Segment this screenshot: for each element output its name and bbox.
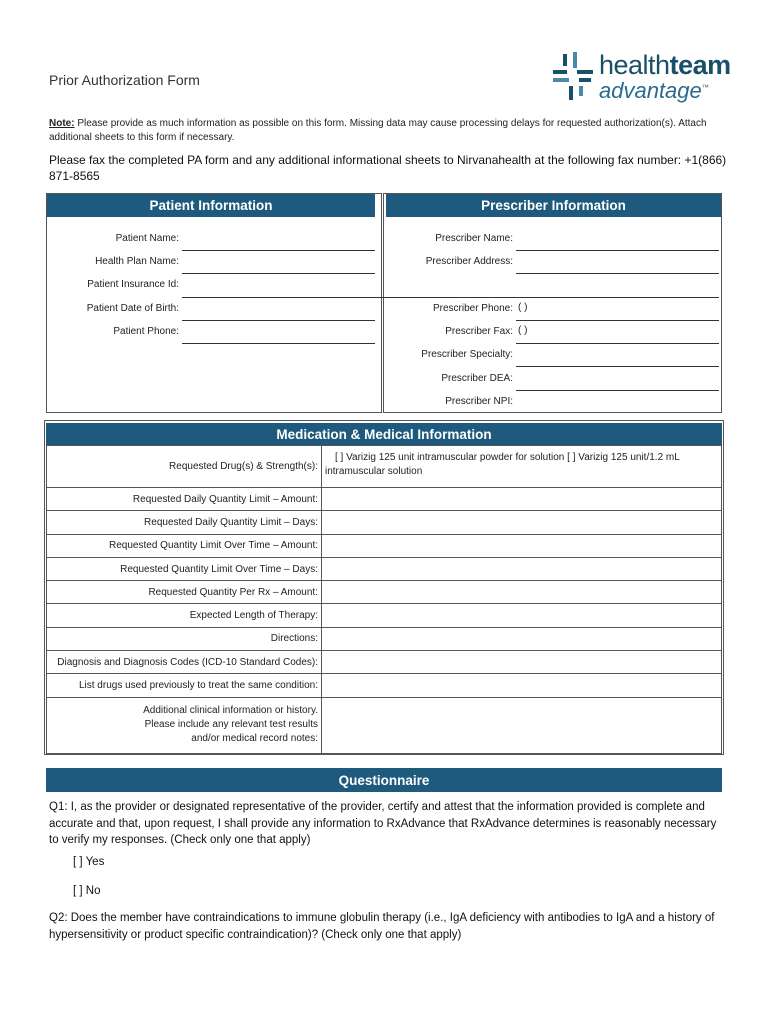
qty-per-rx-label: Requested Quantity Per Rx – Amount: xyxy=(47,581,322,604)
prescriber-specialty-label: Prescriber Specialty: xyxy=(421,349,513,360)
logo-trademark: ™ xyxy=(701,84,709,92)
patient-name-label: Patient Name: xyxy=(115,233,179,244)
drug-option-line-1: [ ] Varizig 125 unit intramuscular powder for solution [ ] Varizig 125 unit/1.2 mL xyxy=(335,452,680,463)
health-plan-name-field[interactable] xyxy=(182,273,375,274)
requested-drugs-field[interactable] xyxy=(322,446,722,488)
previous-drugs-label: List drugs used previously to treat the same condition: xyxy=(47,674,322,697)
prescriber-specialty-field[interactable] xyxy=(516,366,719,367)
note-label: Note: xyxy=(49,118,75,129)
prescriber-name-field[interactable] xyxy=(516,250,719,251)
qty-per-rx-field[interactable] xyxy=(322,581,722,604)
prescriber-information-heading: Prescriber Information xyxy=(386,194,721,217)
questionnaire-heading: Questionnaire xyxy=(46,768,722,792)
prescriber-dea-label: Prescriber DEA: xyxy=(441,373,513,384)
prescriber-npi-label: Prescriber NPI: xyxy=(445,396,513,407)
daily-qty-amount-field[interactable] xyxy=(322,488,722,511)
table-row xyxy=(47,488,722,511)
table-row xyxy=(47,446,722,488)
qty-over-time-amount-label: Requested Quantity Limit Over Time – Amount: xyxy=(47,534,322,557)
patient-dob-label: Patient Date of Birth: xyxy=(86,303,179,314)
fax-instruction: Please fax the completed PA form and any additional informational sheets to Nirvanahealth at the following fax number: +1(866) 871-8565 xyxy=(49,153,727,183)
prescriber-fax-field[interactable] xyxy=(516,343,719,344)
table-row xyxy=(47,511,722,534)
q1-no-option[interactable]: [ ] No xyxy=(73,885,101,897)
prescriber-phone-label: Prescriber Phone: xyxy=(432,303,513,314)
healthteam-advantage-logo xyxy=(551,50,731,106)
patient-information-heading: Patient Information xyxy=(47,194,375,217)
prescriber-address-label: Prescriber Address: xyxy=(425,256,513,267)
requested-drugs-label: Requested Drug(s) & Strength(s): xyxy=(47,446,322,488)
note-text: Please provide as much information as possible on this form. Missing data may cause processing delays for requested authorization(s). Attach additional sheets to this form if necessary. xyxy=(49,118,707,143)
patient-insurance-id-field[interactable] xyxy=(182,297,719,298)
diagnosis-codes-field[interactable] xyxy=(322,651,722,674)
daily-qty-amount-label: Requested Daily Quantity Limit – Amount: xyxy=(47,488,322,511)
table-row xyxy=(47,557,722,580)
clinical-info-field[interactable] xyxy=(322,697,722,753)
question-2: Q2: Does the member have contraindications to immune globulin therapy (i.e., IgA deficiency with antibodies to IgA and a history of hypersensitivity or product specific contraindication)? (Check only one that apply) xyxy=(49,912,715,941)
table-row xyxy=(47,534,722,557)
length-of-therapy-field[interactable] xyxy=(322,604,722,627)
prescriber-fax-parens: ( ) xyxy=(518,325,528,336)
directions-field[interactable] xyxy=(322,627,722,650)
question-1: Q1: I, as the provider or designated representative of the provider, certify and attest that the information provided is complete and accurate and that, upon request, I shall provide any information to RxAdvance that RxAdvance determines is reasonably necessary to verify my responses. (Check only one that apply) xyxy=(49,801,717,846)
length-of-therapy-label: Expected Length of Therapy: xyxy=(47,604,322,627)
qty-over-time-days-field[interactable] xyxy=(322,557,722,580)
clinical-info-line-1: Additional clinical information or history. xyxy=(143,705,318,717)
diagnosis-codes-label: Diagnosis and Diagnosis Codes (ICD-10 Standard Codes): xyxy=(47,651,322,674)
logo-brand-light: health xyxy=(599,50,670,80)
drug-option-line-2: intramuscular solution xyxy=(325,466,423,477)
qty-over-time-days-label: Requested Quantity Limit Over Time – Days: xyxy=(47,557,322,580)
clinical-info-label xyxy=(47,697,322,753)
q1-yes-option[interactable]: [ ] Yes xyxy=(73,856,105,868)
cross-logo-icon xyxy=(551,52,595,102)
table-row xyxy=(47,697,722,753)
previous-drugs-field[interactable] xyxy=(322,674,722,697)
daily-qty-days-field[interactable] xyxy=(322,511,722,534)
table-row xyxy=(47,581,722,604)
logo-brand-sub: advantage xyxy=(599,78,702,103)
table-row xyxy=(47,604,722,627)
prescriber-dea-field[interactable] xyxy=(516,390,719,391)
directions-label: Directions: xyxy=(47,627,322,650)
logo-brand-bold: team xyxy=(669,50,731,80)
patient-dob-field[interactable] xyxy=(182,320,375,321)
form-title: Prior Authorization Form xyxy=(49,72,200,88)
prescriber-phone-field[interactable] xyxy=(516,320,719,321)
prescriber-fax-label: Prescriber Fax: xyxy=(445,326,513,337)
daily-qty-days-label: Requested Daily Quantity Limit – Days: xyxy=(47,511,322,534)
qty-over-time-amount-field[interactable] xyxy=(322,534,722,557)
table-row xyxy=(47,627,722,650)
medication-information-heading: Medication & Medical Information xyxy=(46,423,722,446)
clinical-info-line-2: Please include any relevant test results xyxy=(144,719,318,731)
table-row xyxy=(47,651,722,674)
prescriber-address-field[interactable] xyxy=(516,273,719,274)
clinical-info-line-3: and/or medical record notes: xyxy=(191,733,318,745)
table-row xyxy=(47,674,722,697)
patient-insurance-id-label: Patient Insurance Id: xyxy=(87,279,179,290)
patient-phone-field[interactable] xyxy=(182,343,375,344)
health-plan-name-label: Health Plan Name: xyxy=(95,256,179,267)
patient-name-field[interactable] xyxy=(182,250,375,251)
note-paragraph xyxy=(49,117,729,145)
medication-table xyxy=(46,445,722,754)
patient-phone-label: Patient Phone: xyxy=(113,326,179,337)
prescriber-phone-parens: ( ) xyxy=(518,302,528,313)
prescriber-name-label: Prescriber Name: xyxy=(435,233,513,244)
